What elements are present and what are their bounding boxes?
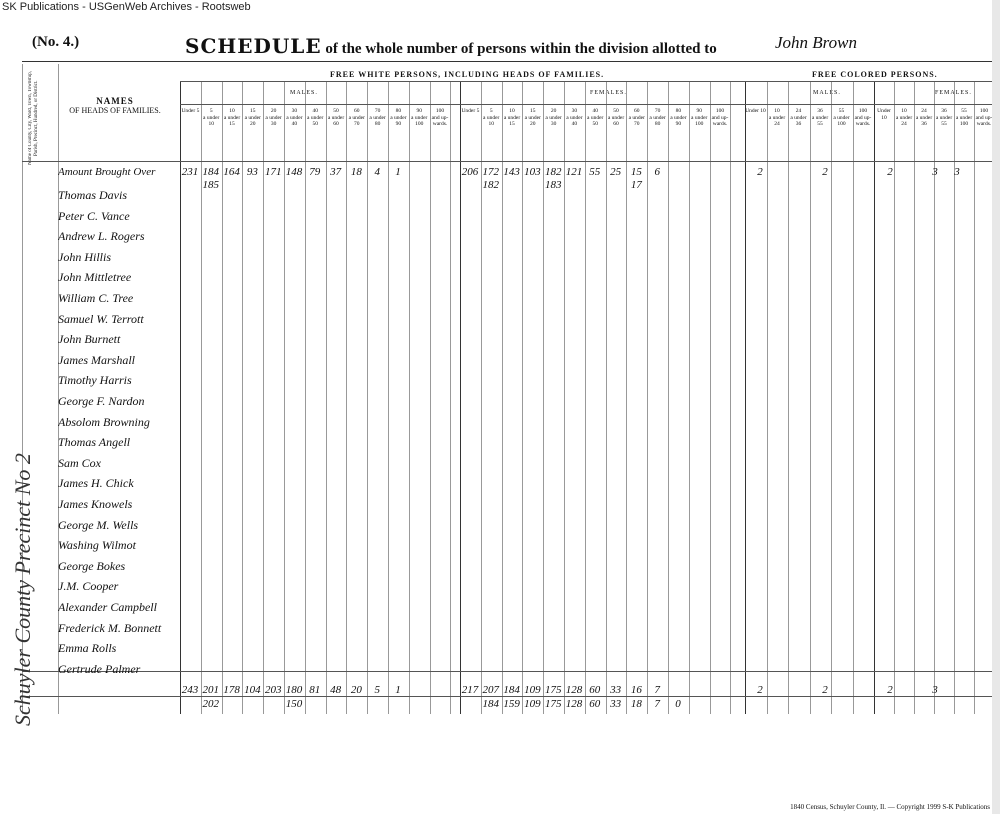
colored-female-age-heading: 36 a under 55 (935, 108, 953, 127)
head-of-family-name: Washing Wilmot (58, 538, 136, 553)
scan-edge (992, 0, 1000, 814)
top-rule (22, 61, 1000, 62)
grid-horizontal-line (180, 104, 1000, 105)
head-of-family-name: Thomas Davis (58, 188, 128, 202)
brought-over-colored-count: 2 (887, 166, 893, 178)
brought-over-male-count: 1 (395, 166, 401, 178)
head-of-family-name: Peter C. Vance (58, 208, 130, 223)
total-male-count: 20 (350, 684, 362, 696)
brought-over-row (0, 166, 1000, 191)
brought-over-female-count: 172 (482, 166, 500, 178)
brought-over-colored-count: 3 (932, 166, 938, 178)
total-female-count: 184 (503, 684, 520, 696)
brought-over-male-count: 79 (309, 166, 321, 178)
male-age-heading: 20 a under 30 (265, 108, 282, 127)
totals-row (0, 684, 1000, 710)
free-white-heading: FREE WHITE PERSONS, INCLUDING HEADS OF FAMILIES. (330, 70, 605, 79)
brought-over-male-count: 171 (264, 166, 282, 178)
brought-over-female-count: 25 (610, 166, 622, 178)
brought-over-female-count: 55 (589, 166, 601, 178)
female-age-heading: 70 a under 80 (649, 108, 666, 127)
schedule-text: of the whole number of persons within the division allotted to (325, 41, 717, 57)
family-row (0, 579, 1000, 599)
names-title: NAMES (96, 96, 134, 106)
family-row (0, 312, 1000, 332)
brought-over-female-sub: 17 (630, 179, 642, 191)
total-female-count: 109 (524, 684, 541, 696)
total-male-sub: 150 (285, 698, 303, 710)
male-age-heading: Under 5 (181, 108, 200, 114)
brought-over-female-count: 182 (544, 166, 562, 178)
family-row (0, 209, 1000, 229)
head-of-family-name: Sam Cox (58, 455, 101, 470)
total-female-sub: 128 (565, 698, 583, 710)
colored-female-age-heading: 100 and up-wards. (975, 108, 993, 127)
family-row (0, 435, 1000, 455)
family-row (0, 641, 1000, 661)
copyright-footer: 1840 Census, Schuyler County, Il. — Copyright 1999 S-K Publications (790, 803, 990, 811)
males-heading: MALES. (290, 90, 318, 96)
females-heading: FEMALES. (590, 90, 627, 96)
colored-male-age-heading: 10 a under 24 (768, 108, 786, 127)
total-female-count: 60 (589, 684, 601, 696)
family-row (0, 518, 1000, 538)
family-row (0, 353, 1000, 373)
female-age-heading: 90 a under 100 (691, 108, 708, 127)
total-male-sub: 202 (202, 698, 220, 710)
female-age-heading: 100 and up-wards. (711, 108, 729, 127)
brought-over-female-count: 143 (503, 166, 520, 178)
schedule-title (185, 34, 717, 58)
total-female-sub: 7 (654, 698, 660, 710)
head-of-family-name: Thomas Angell (58, 435, 131, 450)
total-male-count: 203 (264, 684, 282, 696)
head-of-family-name: John Mittletree (58, 270, 132, 285)
browser-title: SK Publications - USGenWeb Archives - Rootsweb (2, 1, 251, 13)
male-age-heading: 10 a under 15 (223, 108, 241, 127)
total-colored-count: 3 (932, 684, 938, 696)
free-colored-heading: FREE COLORED PERSONS. (812, 70, 938, 79)
family-row (0, 476, 1000, 496)
family-row (0, 497, 1000, 517)
female-age-heading: 30 a under 40 (566, 108, 583, 127)
brought-over-label: Amount Brought Over (58, 166, 156, 178)
family-row (0, 394, 1000, 414)
margin-annotation: Schuyler County Precinct No 2 (10, 453, 35, 726)
brought-over-female-count: 6 (654, 166, 660, 178)
total-female-count: 175 (544, 684, 562, 696)
male-age-heading: 30 a under 40 (286, 108, 303, 127)
schedule-word: SCHEDULE (185, 34, 322, 58)
total-male-count: 1 (395, 684, 401, 696)
family-row (0, 229, 1000, 249)
brought-over-female-sub: 183 (544, 179, 562, 191)
brought-over-male-count: 148 (285, 166, 303, 178)
head-of-family-name: Frederick M. Bonnett (58, 620, 162, 635)
male-age-heading: 50 a under 60 (327, 108, 345, 127)
male-age-heading: 70 a under 80 (369, 108, 386, 127)
family-row (0, 270, 1000, 290)
family-row (0, 621, 1000, 641)
family-row (0, 373, 1000, 393)
female-age-heading: 50 a under 60 (607, 108, 625, 127)
head-of-family-name: J.M. Cooper (58, 579, 119, 594)
head-of-family-name: Alexander Campbell (58, 600, 157, 614)
family-row (0, 559, 1000, 579)
brought-over-male-sub: 185 (202, 179, 220, 191)
head-of-family-name: George M. Wells (58, 517, 139, 532)
female-age-heading: 15 a under 20 (524, 108, 541, 127)
total-male-count: 81 (309, 684, 321, 696)
colored-male-age-heading: 24 a under 36 (790, 108, 807, 127)
head-of-family-name: William C. Tree (58, 291, 134, 305)
total-male-count: 180 (285, 684, 303, 696)
female-age-heading: 10 a under 15 (503, 108, 521, 127)
female-age-heading: 40 a under 50 (587, 108, 604, 127)
brought-over-colored-count: 2 (757, 166, 763, 178)
brought-over-colored-count: 2 (822, 166, 828, 178)
colored-male-age-heading: 100 and up-wards. (854, 108, 872, 127)
browser-title-bar (0, 0, 1000, 16)
colored-males-heading: MALES. (813, 90, 841, 96)
total-female-sub: 175 (544, 698, 562, 710)
total-female-count: 128 (565, 684, 583, 696)
family-row (0, 456, 1000, 476)
brought-over-male-count: 18 (350, 166, 362, 178)
brought-over-colored-count: 3 (954, 166, 960, 178)
total-female-sub: 0 (675, 698, 681, 710)
head-of-family-name: Samuel W. Terrott (58, 311, 144, 326)
total-colored-count: 2 (757, 684, 763, 696)
head-of-family-name: Emma Rolls (58, 641, 117, 656)
side-note-heading: Name of County, City, Ward, Town, Township, Parish, Precinct, Hundred, or District. (28, 71, 39, 166)
total-female-sub: 184 (482, 698, 500, 710)
female-age-heading: Under 5 (461, 108, 480, 114)
total-female-count: 207 (482, 684, 500, 696)
colored-females-heading: FEMALES. (935, 90, 972, 96)
brought-over-female-count: 121 (565, 166, 583, 178)
enumerator-name: John Brown (775, 33, 858, 52)
family-row (0, 415, 1000, 435)
total-female-sub: 159 (503, 698, 520, 710)
total-male-count: 5 (374, 684, 380, 696)
census-sheet (0, 16, 1000, 814)
male-age-heading: 60 a under 70 (348, 108, 365, 127)
total-female-sub: 33 (610, 698, 622, 710)
brought-over-male-count: 164 (223, 166, 240, 178)
total-colored-count: 2 (887, 684, 893, 696)
colored-female-age-heading: 55 a under 100 (955, 108, 973, 127)
head-of-family-name: Absolom Browning (58, 414, 150, 429)
family-row (0, 188, 1000, 208)
female-age-heading: 5 a under 10 (483, 108, 500, 127)
names-column-heading (60, 96, 170, 116)
grid-horizontal-line (22, 161, 1000, 162)
male-age-heading: 80 a under 90 (390, 108, 407, 127)
head-of-family-name: James H. Chick (58, 476, 134, 491)
colored-male-age-heading: 36 a under 55 (811, 108, 829, 127)
brought-over-male-count: 184 (202, 166, 220, 178)
head-of-family-name: John Hillis (58, 249, 111, 264)
colored-female-age-heading: Under 10 (877, 108, 891, 121)
colored-male-age-heading: Under 10 (745, 108, 766, 114)
total-female-sub: 109 (524, 698, 541, 710)
total-male-count: 104 (244, 684, 261, 696)
family-row (0, 250, 1000, 270)
total-female-count: 7 (654, 684, 660, 696)
total-female-sub: 18 (630, 698, 642, 710)
male-age-heading: 90 a under 100 (411, 108, 428, 127)
brought-over-male-count: 93 (246, 166, 258, 178)
head-of-family-name: George F. Nardon (58, 394, 145, 408)
family-row (0, 291, 1000, 311)
family-row (0, 332, 1000, 352)
male-age-heading: 5 a under 10 (203, 108, 220, 127)
total-male-count: 48 (330, 684, 342, 696)
brought-over-male-count: 4 (374, 166, 380, 178)
head-of-family-name: James Marshall (58, 352, 135, 367)
brought-over-female-count: 103 (524, 166, 541, 178)
total-female-count: 16 (630, 684, 642, 696)
female-age-heading: 20 a under 30 (545, 108, 562, 127)
total-male-count: 243 (181, 684, 199, 696)
head-of-family-name: George Bokes (58, 558, 126, 573)
head-of-family-name: Timothy Harris (58, 373, 132, 388)
family-row (0, 662, 1000, 682)
names-subtitle: OF HEADS OF FAMILIES. (69, 106, 161, 115)
grid-horizontal-line (180, 81, 1000, 82)
colored-female-age-heading: 24 a under 36 (915, 108, 933, 127)
brought-over-female-count: 206 (461, 166, 479, 178)
female-age-heading: 80 a under 90 (670, 108, 687, 127)
head-of-family-name: Gertrude Palmer (58, 661, 141, 676)
male-age-heading: 40 a under 50 (307, 108, 324, 127)
female-age-heading: 60 a under 70 (628, 108, 645, 127)
total-colored-count: 2 (822, 684, 828, 696)
brought-over-female-sub: 182 (482, 179, 500, 191)
family-row (0, 538, 1000, 558)
total-female-count: 217 (461, 684, 479, 696)
total-female-count: 33 (610, 684, 622, 696)
brought-over-female-count: 15 (630, 166, 642, 178)
male-age-heading: 100 and up-wards. (431, 108, 449, 127)
head-of-family-name: James Knowels (58, 497, 133, 511)
colored-male-age-heading: 55 a under 100 (833, 108, 850, 127)
family-row (0, 600, 1000, 620)
brought-over-male-count: 231 (181, 166, 199, 178)
male-age-heading: 15 a under 20 (244, 108, 261, 127)
total-male-count: 178 (223, 684, 240, 696)
head-of-family-name: Andrew L. Rogers (58, 229, 145, 244)
total-female-sub: 60 (589, 698, 601, 710)
total-male-count: 201 (202, 684, 220, 696)
colored-female-age-heading: 10 a under 24 (895, 108, 913, 127)
head-of-family-name: John Burnett (58, 332, 121, 347)
brought-over-male-count: 37 (330, 166, 342, 178)
form-number: (No. 4.) (32, 34, 80, 50)
